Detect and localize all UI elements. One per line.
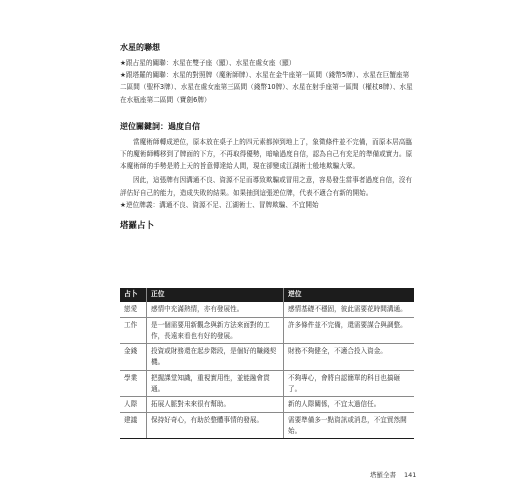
table-row-advice	[120, 412, 414, 439]
row-category: 戀愛	[120, 302, 147, 317]
row-category: 建議	[120, 412, 147, 439]
row-reversed: 新的人際關係，不宜太過信任。	[284, 397, 415, 412]
row-reversed: 財務不夠健全，不適合投入資金。	[284, 344, 415, 371]
row-upright: 把握課堂知識，重視實用性，並能融會貫通。	[147, 370, 284, 397]
table-row-work	[120, 317, 414, 344]
tarot-bullet: ★跟塔羅的關聯：水星的對照牌（魔術師牌）、水星在金牛座第一區間（錢幣5牌）、水星在巨蟹座第二區間（聖杯3牌）、水星在處女座第三區間（錢幣10牌）、水星在射手座第一區間（權杖8牌）、水星在水瓶座第二區間（寶劍6牌）	[120, 71, 413, 104]
row-upright: 拓展人脈對未來很有幫助。	[147, 397, 284, 412]
row-upright: 保持好奇心，有助於整體事情的發展。	[147, 412, 284, 439]
row-reversed: 需要準備多一點資訊或消息，不宜貿然開始。	[284, 412, 415, 439]
column-header-reversed: 逆位	[284, 288, 415, 302]
row-category: 金錢	[120, 344, 147, 371]
reversed-paragraph-1: 當魔術師轉成逆位，原本放在桌子上的四元素都掉到地上了，象徵條件並不完備，而原本居高臨下的魔術師轉移到了牌面的下方，不再取得優勢，暗喻過度自信，認為自己有充足的準備或實力。原本魔術師的手勢是將上天的旨意傳達給人間，現在卻變成江湖術士般地欺騙大眾。	[120, 137, 413, 171]
astrology-bullet: ★跟占星的關聯：水星在雙子座（顯）、水星在處女座（顯）	[120, 59, 296, 67]
page-content	[120, 30, 414, 232]
row-reversed: 感情基礎不穩固，彼此需要花時間溝通。	[284, 302, 415, 317]
section-heading-reversed-keyword: 逆位關鍵詞：過度自信	[120, 121, 200, 131]
row-category: 工作	[120, 317, 147, 344]
table-row-money	[120, 344, 414, 371]
table-row-relationships	[120, 397, 414, 412]
table-row-love	[120, 302, 414, 317]
row-upright: 投資或財務還在起步階段，是個好的賺錢契機。	[147, 344, 284, 371]
tarot-divination-heading: 塔羅占卜	[120, 221, 155, 232]
tarot-divination-table	[120, 288, 414, 439]
row-upright: 是一個需要用新觀念與新方法來面對的工作，長遠來看也有好的發展。	[147, 317, 284, 344]
section-heading-mercury-association: 水星的聯想	[120, 43, 160, 52]
page-number: 141	[404, 471, 417, 479]
reversed-meaning-bullet: ★逆位牌義：溝通不良、資源不足、江湖術士、冒牌欺騙、不宜開始	[120, 200, 319, 209]
table-header-row	[120, 288, 414, 302]
row-category: 學業	[120, 370, 147, 397]
table-row-study	[120, 370, 414, 397]
page-footer	[370, 470, 416, 479]
row-upright: 感情中充滿熱情，亦有發展性。	[147, 302, 284, 317]
reversed-paragraph-2: 因此，這張牌有因溝通不良、資源不足而導致欺騙或冒用之意，容易發生當事者過度自信，沒有評估好自己的能力，造成失敗的結果。如果抽到這張逆位牌，代表不適合有新的開始。	[120, 176, 413, 197]
column-header-upright: 正位	[147, 288, 284, 302]
book-title: 塔羅全書	[370, 471, 396, 479]
column-header-divination: 占卜	[120, 288, 147, 302]
row-category: 人際	[120, 397, 147, 412]
row-reversed: 不夠專心，會將自認簡單的科目也搞砸了。	[284, 370, 415, 397]
row-reversed: 許多條件並不完備，還需要謀合與調整。	[284, 317, 415, 344]
